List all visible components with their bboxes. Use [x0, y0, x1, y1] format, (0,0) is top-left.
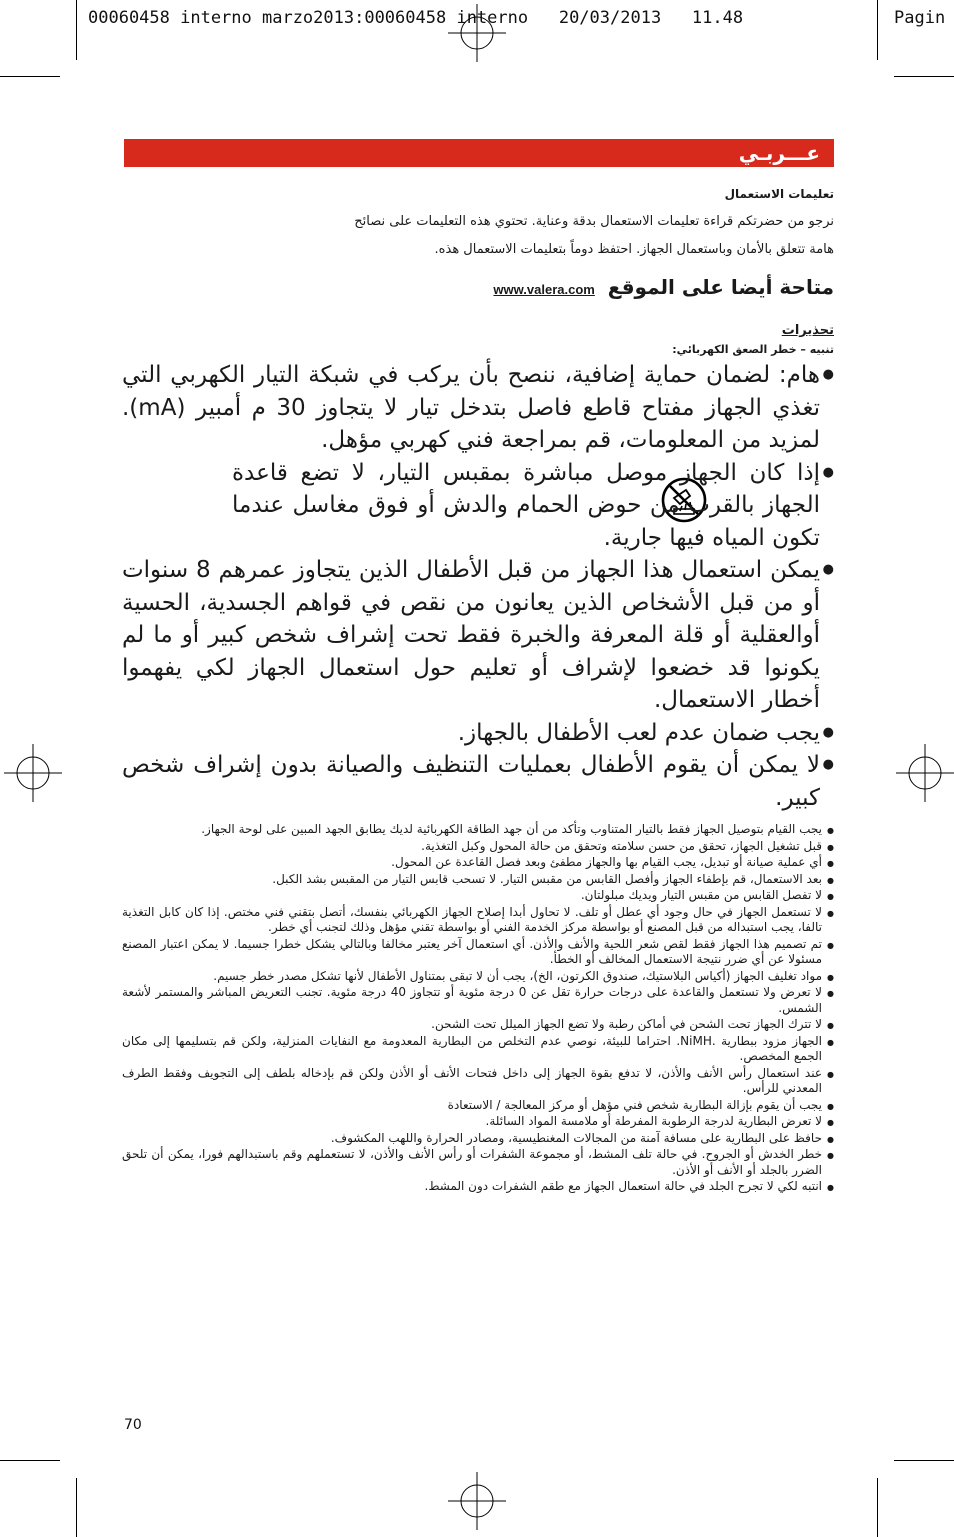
language-tab: عـــربـي [727, 139, 832, 167]
crop-mark [877, 1478, 878, 1537]
website-url[interactable]: www.valera.com [493, 282, 595, 297]
list-item: ● لا يمكن أن يقوم الأطفال بعمليات التنظيف والصيانة بدون إشراف شخص كبير. [122, 749, 834, 814]
list-item: ● لا تعرض ولا تستعمل والقاعدة على درجات حرارة تقل عن 0 درجة مئوية أو تتجاوز 40 درجة مئوية. تجنب التعريض المباشر والمستمر لأشعة الشمس. [122, 985, 834, 1016]
crop-mark [894, 1460, 954, 1461]
list-item: ● لا تستعمل الجهاز في حال وجود أي عطل أو تلف. لا تحاول أبدا إصلاح الجهاز الكهربائي بنفسك، أتصل بتقني فني مختص. إذا كان كابل التغذية تالفا، يجب استبداله من قبل المصنع أو بواسطة مركز الخدمة الفني أو بواسطة تقني مؤهل وذلك لتجنب أي خطر. [122, 905, 834, 936]
page-number: 70 [124, 1417, 142, 1433]
usage-heading: تعليمات الاستعمال [724, 187, 834, 201]
manual-content [122, 186, 834, 1196]
registration-target-icon [4, 744, 62, 802]
list-item: ● لا تعرض البطارية لدرجة الرطوبة المفرطة أو ملامسة المواد السائلة. [122, 1114, 834, 1130]
registration-target-icon [896, 744, 954, 802]
list-item: ● حافظ على البطارية على مسافة آمنة من المجالات المغنطيسية، ومصادر الحرارة واللهب المكشوف. [122, 1131, 834, 1147]
usage-text-line: هامة تتعلق بالأمان وباستعمال الجهاز. احتفظ دوماً بتعليمات الاستعمال هذه. [434, 242, 834, 257]
list-item: ● أي عملية صيانة أو تبديل، يجب القيام بها والجهاز مطفئ وبعد فصل القاعدة عن المحول. [122, 855, 834, 871]
list-item: ● يمكن استعمال هذا الجهاز من قبل الأطفال الذين يتجاوز عمرهم 8 سنوات أو من قبل الأشخاص الذين يعانون من نقص في قواهم الجسدية، الحسية أوالعقلية أو قلة المعرفة والخبرة فقط تحت إشراف شخص كبير أو ما لم يكونوا قد خضعوا لإشراف أو تعليم حول استعمال الجهاز لكي يفهموا أخطار الاستعمال. [122, 554, 834, 717]
crop-mark [76, 1478, 77, 1537]
warning-list-large [122, 359, 834, 814]
crop-mark [0, 1460, 60, 1461]
list-item: ● لا تترك الجهاز تحت الشحن في أماكن رطبة ولا تضع الجهاز الميلل تحت الشحن. [122, 1017, 834, 1033]
print-date: 20/03/2013 [558, 8, 662, 28]
registration-target-icon [448, 4, 506, 62]
print-header [88, 8, 954, 28]
crop-mark [0, 76, 60, 77]
list-item: ● بعد الاستعمال، قم بإطفاء الجهاز وأفصل القابس من مقبس التيار. لا تسحب قابس التيار من المقبس بشد الكبل. [122, 872, 834, 888]
registration-target-icon [448, 1472, 506, 1530]
list-item: ● يجب القيام بتوصيل الجهاز فقط بالتيار المتناوب وتأكد من أن جهد الطاقة الكهربائية لديك يطابق الجهد المبين على لوحة الجهاز. [122, 822, 834, 838]
list-item: ● الجهاز مزود ببطارية .NiMH. احتراما للبيئة، نوصي عدم التخلص من البطارية المعدومة مع النفايات المنزلية، ولكن قم بتسليمها إلى مكان الجمع المخصص. [122, 1034, 834, 1065]
website-line [122, 272, 834, 305]
language-bar [124, 139, 834, 167]
list-item: ● يجب ضمان عدم لعب الأطفال بالجهاز. [122, 717, 834, 750]
print-time: 11.48 [691, 8, 744, 28]
usage-text-line: نرجو من حضرتكم قراءة تعليمات الاستعمال بدقة وعناية. تحتوي هذه التعليمات على نصائح [354, 214, 834, 229]
list-item: ● انتبه لكي لا تجرح الجلد في حالة استعمال الجهاز مع طقم الشفرات دون المشط. [122, 1179, 834, 1195]
crop-mark [877, 0, 878, 60]
crop-mark [76, 0, 77, 60]
list-item: ● يجب أن يقوم بإزالة البطارية شخص فني مؤهل أو مركز المعالجة / الاستعادة [122, 1098, 834, 1114]
list-item: ● إذا كان الجهاز موصل مباشرة بمقبس التيار، لا تضع قاعدة الجهاز بالقرب من حوض الحمام والدش أو فوق مغاسل عندما تكون المياه فيها جارية. [232, 457, 834, 555]
list-item: ● عند استعمال رأس الأنف والأذن، لا تدفع بقوة الجهاز إلى داخل فتحات الأنف أو الأذن ولكن قم بإدخاله بلطف إلى التجويف وفقط الطرف المعدني للرأس. [122, 1066, 834, 1097]
warnings-title: تحذيرات [781, 323, 834, 338]
list-item: ● هام: لضمان حماية إضافية، ننصح بأن يركب في شبكة التيار الكهربي التي تغذي الجهاز مفتاح قاطع فاصل بتدخل تيار لا يتجاوز 30 م أمبير (mA). لمزيد من المعلومات، قم بمراجعة فني كهربي مؤهل. [122, 359, 834, 457]
list-item: ● لا تفصل القابس من مقبس التيار ويديك مبلولتان. [122, 888, 834, 904]
list-item: ● تم تصميم هذا الجهاز فقط لقص شعر اللحية والأنف والأذن. أي استعمال آخر يعتبر مخالفا وبالتالي يشكل خطرا جسيما. لا يمكن اعتبار المصنع مسئولا عن أي ضرر نتيجة الاستعمال المخالف أو الخطأ. [122, 937, 834, 968]
warning-list-small [122, 822, 834, 1195]
list-item: ● مواد تغليف الجهاز (أكياس البلاستيك، صندوق الكرتون، الخ)، يجب أن لا تبقى بمتناول الأطفال لأنها تشكل مصدر خطر جسيم. [122, 969, 834, 985]
list-item: ● قبل تشغيل الجهاز، تحقق من حسن سلامته وتحقق من حالة المحول وكبل التغذية. [122, 839, 834, 855]
print-file-name: 00060458 interno marzo2013:00060458 interno [88, 8, 529, 28]
list-item: ● خطر الخدش أو الجروح. في حالة تلف المشط، أو مجموعة الشفرات أو رأس الأنف والأذن، لا تستعملهم وقم باستبدالهم فورا، يمكن أن تلحق الضرر بالجلد أو الأنف أو الأذن. [122, 1147, 834, 1178]
print-page-word: Pagin [894, 8, 946, 28]
website-label: متاحة أيضا على الموقع [607, 275, 834, 299]
crop-mark [894, 76, 954, 77]
warnings-subtitle: تنبيه – خطر الصعق الكهربائي: [672, 343, 834, 356]
